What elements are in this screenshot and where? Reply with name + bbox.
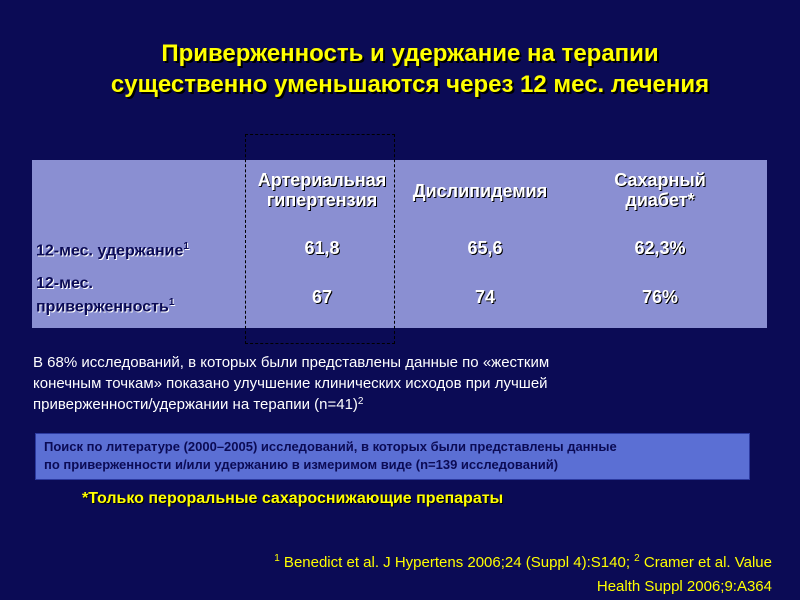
column-header-dyslipidemia	[390, 181, 570, 201]
note-line: приверженности/удержании на терапии (n=41)	[33, 396, 358, 413]
ref-text: Health Suppl 2006;9:A364	[596, 578, 772, 595]
row-label-sup: 1	[168, 297, 175, 308]
note-sup: 2	[357, 396, 364, 407]
row-label-text: приверженность	[36, 298, 169, 316]
column-header-diabetes	[585, 170, 735, 210]
ref-text: Benedict et al. J Hypertens 2006;24 (Suppl 4):S140;	[279, 554, 635, 571]
column-header-line: Дислипидемия	[412, 181, 548, 201]
box-line: по приверженности и/или удержанию в измеримом виде (n=139 исследований)	[44, 457, 559, 472]
column-header-line: диабет*	[625, 190, 695, 210]
cell-adherence-dyslipidemia: 74	[474, 287, 496, 307]
title-line-2: существенно уменьшаются через 12 мес. лечения	[110, 71, 710, 98]
cell-adherence-diabetes: 76%	[641, 287, 679, 307]
diabetes-footnote: *Только пероральные сахароснижающие препараты	[82, 490, 504, 507]
cell-retention-diabetes: 62,3%	[634, 238, 686, 258]
row-label-retention	[36, 237, 189, 260]
column-header-line: гипертензия	[266, 190, 378, 210]
column-header-hypertension	[232, 170, 412, 210]
ref-sup: 2	[634, 553, 640, 564]
slide-title	[40, 38, 780, 100]
column-header-line: Артериальная	[257, 170, 387, 190]
cell-retention-dyslipidemia: 65,6	[467, 238, 503, 258]
column-header-line: Сахарный	[614, 170, 706, 190]
title-line-1: Приверженность и удержание на терапии	[161, 40, 659, 67]
cell-adherence-hypertension: 67	[311, 287, 333, 307]
references	[72, 552, 772, 598]
row-label-adherence	[36, 274, 174, 316]
note-line: конечным точкам» показано улучшение клинических исходов при лучшей	[33, 375, 548, 392]
note-line: В 68% исследований, в которых были представлены данные по «жестким	[33, 354, 550, 371]
literature-search-box	[35, 433, 750, 480]
findings-note	[33, 352, 773, 417]
ref-sup: 1	[274, 553, 280, 564]
row-label-text: 12-мес.	[36, 275, 93, 292]
cell-retention-hypertension: 61,8	[304, 238, 340, 258]
row-label-sup: 1	[183, 241, 189, 252]
ref-text: Cramer et al. Value	[639, 554, 772, 571]
box-line: Поиск по литературе (2000–2005) исследований, в которых были представлены данные	[44, 439, 617, 454]
data-table	[32, 160, 767, 328]
row-label-text: 12-мес. удержание	[36, 242, 184, 260]
